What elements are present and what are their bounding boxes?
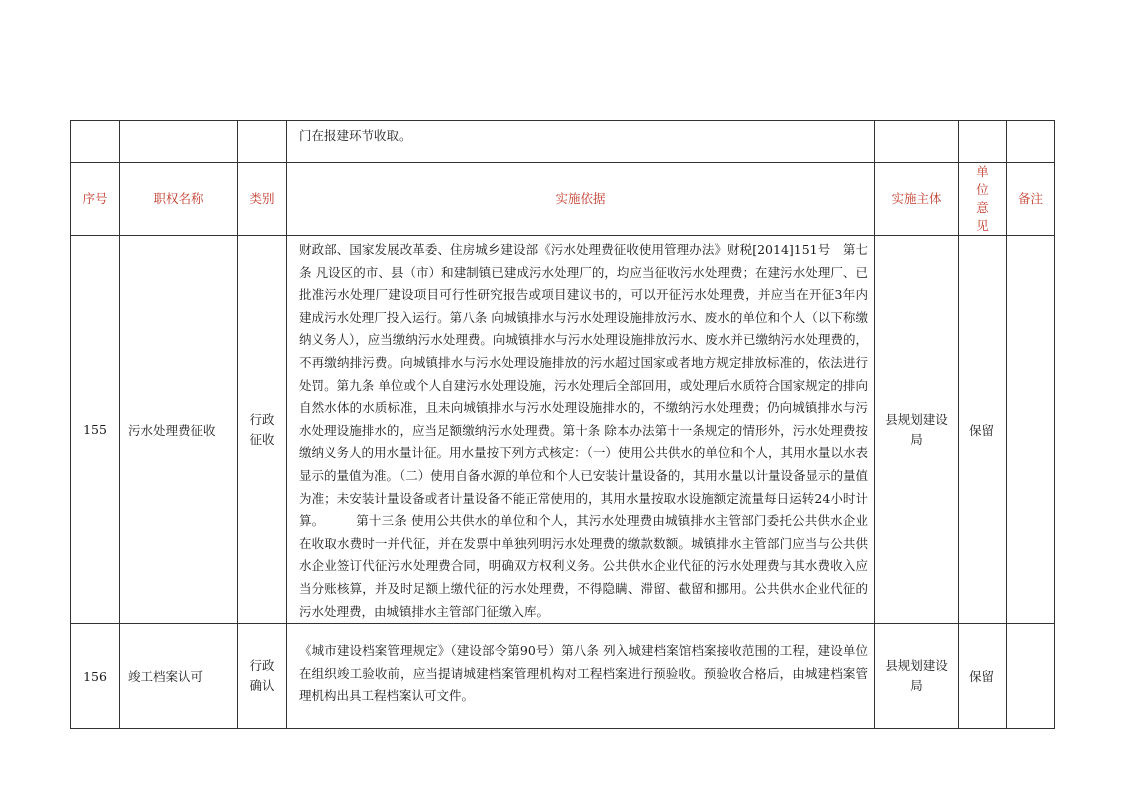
row-name: 竣工档案认可 bbox=[120, 624, 238, 729]
row-type: 行政征收 bbox=[238, 236, 287, 624]
row-basis: 财政部、国家发展改革委、住房城乡建设部《污水处理费征收使用管理办法》财税[2014]151号 第七条 凡设区的市、县（市）和建制镇已建成污水处理厂的，均应当征收污水处理费；在建污水处理厂、已批准污水处理厂建设项目可行性研究报告或项目建议书的，可以开征污水处理费，并应当在开征3年内建成污水处理厂投入运行。第八条 向城镇排水与污水处理设施排放污水、废水的单位和个人（以下称缴纳义务人），应当缴纳污水处理费。向城镇排水与污水处理设施排放污水、废水并已缴纳污水处理费的，不再缴纳排污费。向城镇排水与污水处理设施排放的污水超过国家或者地方规定排放标准的，依法进行处罚。第九条 单位或个人自建污水处理设施，污水处理后全部回用，或处理后水质符合国家规定的排向自然水体的水质标准，且未向城镇排水与污水处理设施排水的，不缴纳污水处理费；仍向城镇排水与污水处理设施排水的，应当足额缴纳污水处理费。第十条 除本办法第十一条规定的情形外，污水处理费按缴纳义务人的用水量计征。用水量按下列方式核定：（一）使用公共供水的单位和个人，其用水量以水表显示的量值为准。（二）使用自备水源的单位和个人已安装计量设备的，其用水量以计量设备显示的量值为准；未安装计量设备或者计量设备不能正常使用的，其用水量按取水设施额定流量每日运转24小时计算。 第十三条 使用公共供水的单位和个人，其污水处理费由城镇排水主管部门委托公共供水企业在收取水费时一并代征，并在发票中单独列明污水处理费的缴款数额。城镇排水主管部门应当与公共供水企业签订代征污水处理费合同，明确双方权利义务。公共供水企业代征的污水处理费与其水费收入应当分账核算，并及时足额上缴代征的污水处理费，不得隐瞒、滞留、截留和挪用。公共供水企业代征的污水处理费，由城镇排水主管部门征缴入库。 bbox=[287, 236, 875, 624]
header-opinion-text: 单位意见 bbox=[976, 164, 989, 233]
authority-table bbox=[70, 120, 1055, 729]
row-index: 155 bbox=[71, 236, 120, 624]
cont-index-cell bbox=[71, 121, 120, 163]
cont-basis-cell: 门在报建环节收取。 bbox=[287, 121, 875, 163]
row-name: 污水处理费征收 bbox=[120, 236, 238, 624]
header-remark: 备注 bbox=[1007, 163, 1055, 236]
cont-remark-cell bbox=[1007, 121, 1055, 163]
row-basis: 《城市建设档案管理规定》（建设部令第90号）第八条 列入城建档案馆档案接收范围的工程，建设单位在组织竣工验收前，应当提请城建档案管理机构对工程档案进行预验收。预验收合格后，由城建档案管理机构出具工程档案认可文件。 bbox=[287, 624, 875, 729]
table-row bbox=[71, 624, 1055, 729]
row-type: 行政确认 bbox=[238, 624, 287, 729]
header-subject: 实施主体 bbox=[875, 163, 959, 236]
row-subject: 县规划建设局 bbox=[875, 624, 959, 729]
continuation-row bbox=[71, 121, 1055, 163]
header-basis: 实施依据 bbox=[287, 163, 875, 236]
row-opinion: 保留 bbox=[959, 624, 1007, 729]
header-type: 类别 bbox=[238, 163, 287, 236]
header-row bbox=[71, 163, 1055, 236]
header-index: 序号 bbox=[71, 163, 120, 236]
cont-subject-cell bbox=[875, 121, 959, 163]
row-remark bbox=[1007, 236, 1055, 624]
row-subject: 县规划建设局 bbox=[875, 236, 959, 624]
cont-name-cell bbox=[120, 121, 238, 163]
cont-type-cell bbox=[238, 121, 287, 163]
table-row bbox=[71, 236, 1055, 624]
cont-opinion-cell bbox=[959, 121, 1007, 163]
row-opinion: 保留 bbox=[959, 236, 1007, 624]
row-index: 156 bbox=[71, 624, 120, 729]
header-opinion bbox=[959, 163, 1007, 236]
row-remark bbox=[1007, 624, 1055, 729]
header-name: 职权名称 bbox=[120, 163, 238, 236]
